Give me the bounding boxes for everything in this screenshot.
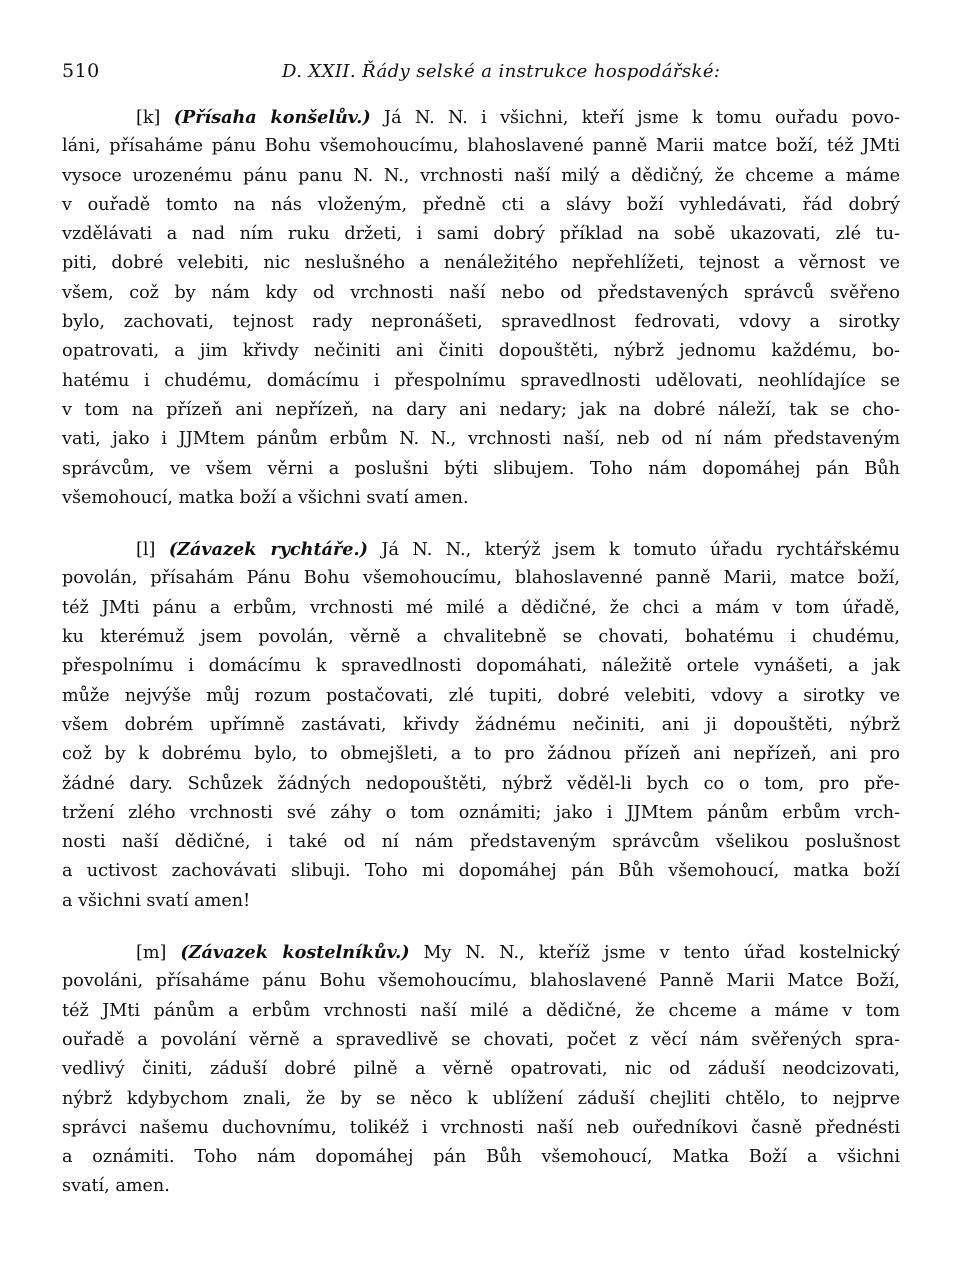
page-header bbox=[62, 60, 900, 90]
text-line: vati, jako i JJMtem pánům erbům N. N., vrchnosti naší, neb od ní nám představeným bbox=[62, 429, 900, 450]
section-rychtar bbox=[62, 535, 900, 916]
text-line: žádné dary. Schůzek žádných nedopouštěti, nýbrž věděl-li bych co o tom, pro pře- bbox=[62, 773, 900, 794]
page-number: 510 bbox=[62, 60, 100, 82]
paragraph-first-line bbox=[62, 103, 900, 132]
text-line: přespolnímu i domácímu k spravedlnosti dopomáhati, náležitě ortele vynášeti, a jak bbox=[62, 656, 900, 677]
section-gap bbox=[62, 513, 900, 535]
section-heading: (Závazek rychtáře.) bbox=[168, 539, 368, 561]
text-line: povoláni, přísaháme pánu Bohu všemohoucímu, blahoslavené Panně Marii Matce Boží, bbox=[62, 971, 900, 992]
paragraph-first-line bbox=[62, 938, 900, 967]
text-line: správcům, ve všem věrni a poslušni býti slibujem. Toho nám dopomáhej pán Bůh bbox=[62, 458, 900, 479]
text-line: může nejvýše můj rozum postačovati, zlé tupiti, dobré velebiti, vdovy a sirotky ve bbox=[62, 685, 900, 706]
text-line: vysoce urozenému pánu panu N. N., vrchnosti naší milý a dědičný, že chceme a máme bbox=[62, 165, 900, 186]
section-gap bbox=[62, 916, 900, 938]
text-line: všemohoucí, matka boží a všichni svatí amen. bbox=[62, 487, 469, 508]
text-line: v tom na přízeň ani nepřízeň, na dary ani nedary; jak na dobré náleží, tak se cho- bbox=[62, 399, 900, 420]
text-line: též JMti pánu a erbům, vrchnosti mé milé a dědičné, že chci a mám v tom úřadě, bbox=[62, 597, 900, 618]
text-line: též JMti pánům a erbům vrchnosti naší milé a dědičné, že chceme a máme v tom bbox=[62, 1000, 900, 1021]
running-title: D. XXII. Řády selské a instrukce hospodářské: bbox=[282, 61, 721, 82]
text-line: povolán, přísahám Pánu Bohu všemohoucímu, blahoslavenné panně Marii, matce boží, bbox=[62, 568, 900, 589]
text-line: láni, přísaháme pánu Bohu všemohoucímu, blahoslavené panně Marii matce boží, též JMti bbox=[62, 136, 900, 157]
section-heading: (Závazek kostelníkův.) bbox=[180, 942, 410, 964]
section-kostelnik bbox=[62, 938, 900, 1202]
text-line: všem dobrém upřímně zastávati, křivdy žádnému nečiniti, ani ji dopouštěti, nýbrž bbox=[62, 714, 900, 735]
text-line: vedlivý činiti, záduší dobré pilně a věrně opatrovati, nic od záduší neodcizovati, bbox=[62, 1059, 900, 1080]
text-line: a všichni svatí amen! bbox=[62, 890, 251, 911]
first-line-text: Já N. N. i všichni, kteří jsme k tomu ouřadu povo- bbox=[384, 108, 901, 128]
text-line: svatí, amen. bbox=[62, 1176, 170, 1197]
document-body bbox=[62, 103, 900, 1202]
text-line: vzdělávati a nad ním ruku držeti, i sami dobrý příklad na sobě ukazovati, zlé tu- bbox=[62, 224, 900, 245]
section-marker: [k] bbox=[136, 108, 161, 128]
text-line: což by k dobrému bylo, to obmejšleti, a to pro žádnou přízeň ani nepřízeň, ani pro bbox=[62, 744, 900, 765]
first-line-text: Já N. N., kterýž jsem k tomuto úřadu rychtářskému bbox=[381, 540, 900, 561]
text-line: hatému i chudému, domácímu i přespolnímu spravedlnosti udělovati, neohlídajíce se bbox=[62, 370, 900, 391]
text-line: tržení zlého vrchnosti své záhy o tom oznámiti; jako i JJMtem pánům erbům vrch- bbox=[62, 802, 900, 823]
section-marker: [m] bbox=[136, 943, 167, 964]
section-heading: (Přísaha konšelův.) bbox=[173, 107, 371, 128]
text-line: nosti naší dědičné, i také od ní nám představeným správcům všelikou poslušnost bbox=[62, 832, 900, 853]
text-line: bylo, zachovati, tejnost rady nepronášeti, spravedlnost fedrovati, vdovy a sirotky bbox=[62, 312, 900, 333]
text-line: opatrovati, a jim křivdy nečiniti ani činiti dopouštěti, nýbrž jednomu každému, bo- bbox=[62, 341, 900, 362]
text-line: a oznámiti. Toho nám dopomáhej pán Bůh všemohoucí, Matka Boží a všichni bbox=[62, 1147, 900, 1168]
text-line: nýbrž kdybychom znali, že by se něco k ublížení záduší chejliti chtělo, to nejprve bbox=[62, 1088, 900, 1109]
paragraph-first-line bbox=[62, 535, 900, 564]
text-line: správci našemu duchovnímu, tolikéž i vrchnosti naší neb ouředníkovi časně přednésti bbox=[62, 1117, 900, 1138]
first-line-text: My N. N., kteříž jsme v tento úřad kostelnický bbox=[423, 943, 901, 964]
section-konsele bbox=[62, 103, 900, 513]
text-line: a uctivost zachovávati slibuji. Toho mi dopomáhej pán Bůh všemohoucí, matka boží bbox=[62, 861, 900, 882]
text-line: všem, což by nám kdy od vrchnosti naší nebo od představených správců svěřeno bbox=[62, 282, 900, 303]
section-marker: [l] bbox=[136, 540, 156, 561]
text-line: piti, dobré velebiti, nic neslušného a nenáležitého nepřehlížeti, tejnost a věrnost ve bbox=[62, 253, 900, 274]
text-line: ouřadě a povolání věrně a spravedlivě se chovati, počet z věcí nám svěřených spra- bbox=[62, 1029, 900, 1050]
text-line: v ouřadě tomto na nás vloženým, předně cti a slávy boží vyhledávati, řád dobrý bbox=[62, 194, 900, 215]
text-line: ku kterémuž jsem povolán, věrně a chvalitebně se chovati, bohatému i chudému, bbox=[62, 627, 900, 648]
